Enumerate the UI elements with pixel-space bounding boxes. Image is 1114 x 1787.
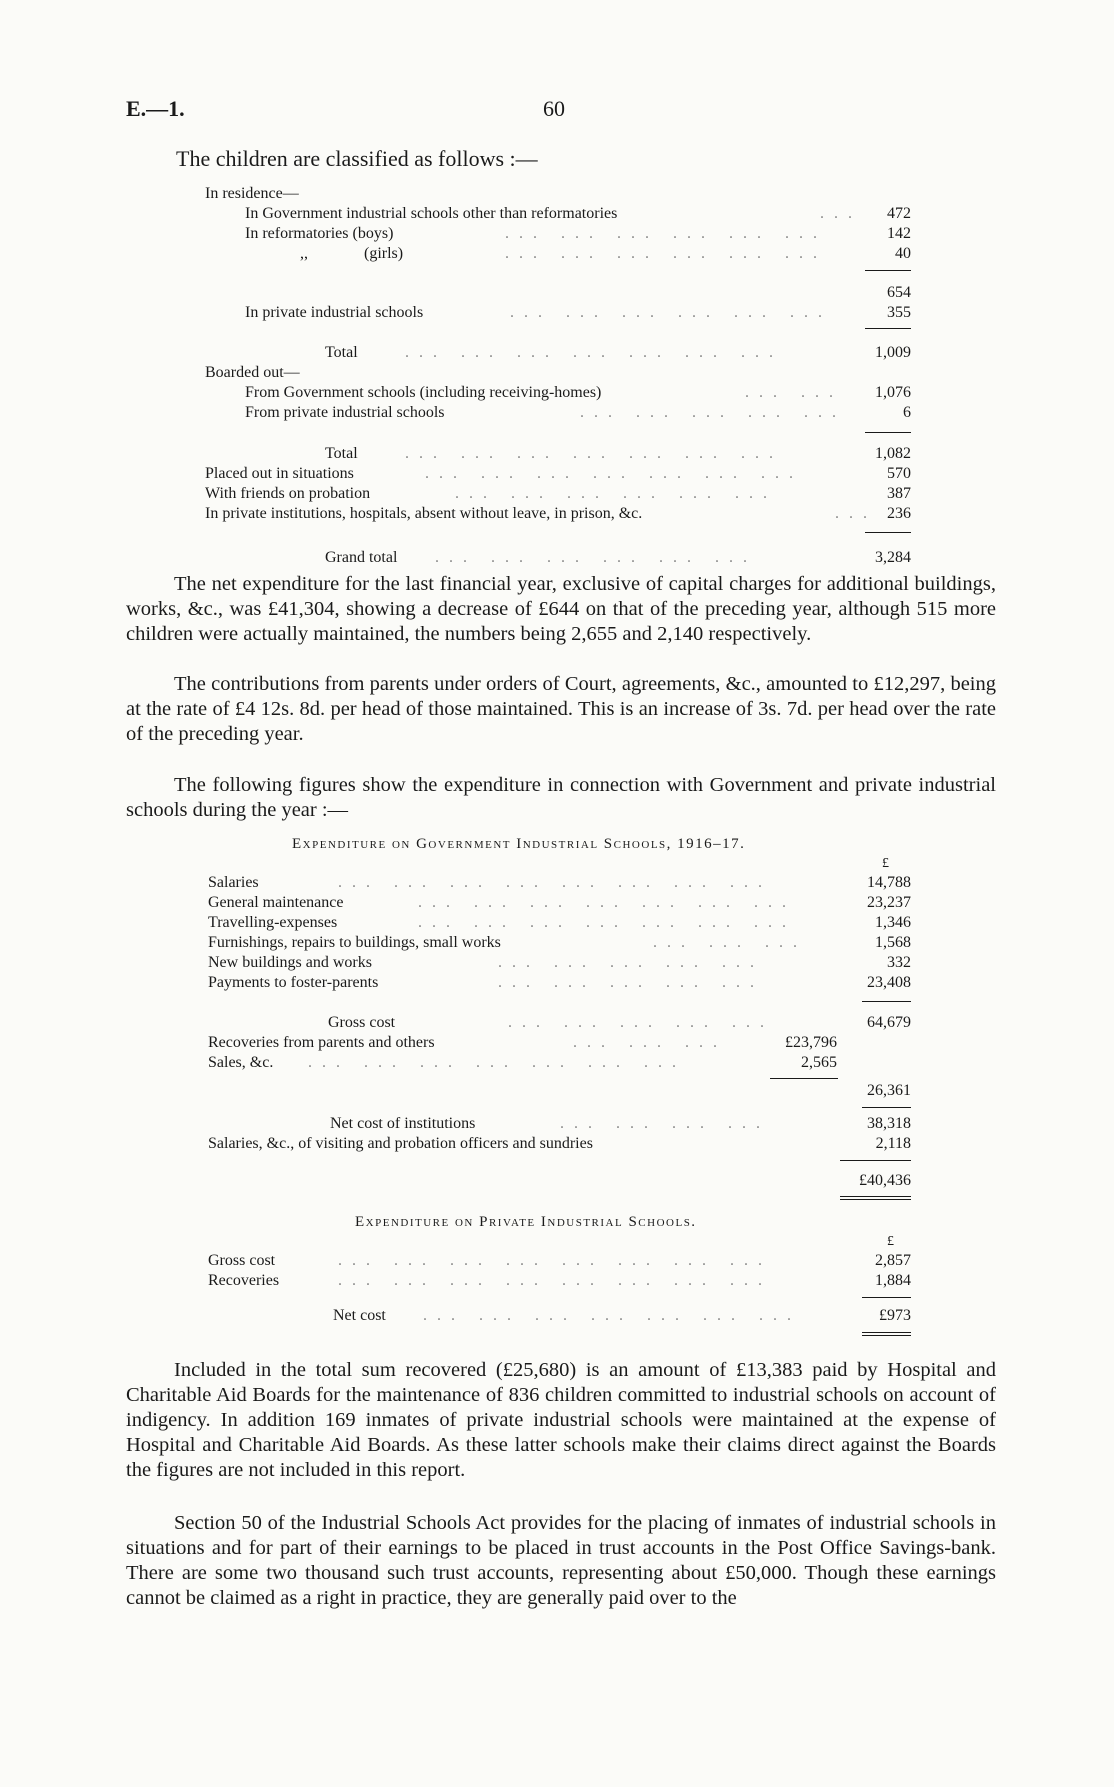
- rule: [840, 1160, 911, 1161]
- class-row: From private industrial schools ... ... ... ... ... 6: [245, 404, 911, 421]
- table-row: Gross cost ... ... ... ... ... ... ... ... 2,857: [208, 1252, 911, 1269]
- paragraph-recovered: Included in the total sum recovered (£25,680) is an amount of £13,383 paid by Hospital and Charitable Aid Boards for the maintenance of 836 children committed to industrial schools on account of indigency. In addition 169 inmates of private industrial schools were maintained at the expense of Hospital and Charitable Aid Boards. As these latter schools make their claims direct against the Boards the figures are not included in this report.: [126, 1359, 996, 1481]
- table-row: New buildings and works ... ... ... ... ... 332: [208, 954, 911, 971]
- rule: [862, 1107, 911, 1108]
- table-row: Sales, &c. ... ... ... ... ... ... ... 2,565: [208, 1054, 837, 1071]
- class-row: In private industrial schools ... ... ... ... ... ... 355: [245, 304, 911, 321]
- class-grand-total: Grand total ... ... ... ... ... ... 3,284: [325, 549, 911, 566]
- table-row: Salaries, &c., of visiting and probation officers and sundries 2,118: [208, 1135, 911, 1152]
- in-residence-heading: In residence—: [205, 185, 299, 202]
- table-row-recoveries-total: 26,361: [867, 1082, 911, 1099]
- paragraph-expenditure: The net expenditure for the last financial year, exclusive of capital charges for additional buildings, works, &c., was £41,304, showing a decrease of £644 on that of the preceding year, although 515 more children were actually maintained, the numbers being 2,655 and 2,140 respectively.: [126, 573, 996, 645]
- intro-line: The children are classified as follows :—: [176, 146, 538, 171]
- class-row: ,, (girls) ... ... ... ... ... ... 40: [300, 245, 911, 262]
- table-row: Salaries ... ... ... ... ... ... ... ... 14,788: [208, 874, 911, 891]
- class-row: In Government industrial schools other than reformatories ... 472: [245, 205, 911, 222]
- currency-header: £: [887, 1234, 894, 1249]
- paragraph-contributions: The contributions from parents under orders of Court, agreements, &c., amounted to £12,297, being at the rate of £4 12s. 8d. per head of those maintained. This is an increase of 3s. 7d. per head over the rate of the preceding year.: [126, 673, 996, 745]
- table-row: Furnishings, repairs to buildings, small works ... ... ... 1,568: [208, 934, 911, 951]
- class-total: Total ... ... ... ... ... ... ... 1,009: [325, 344, 911, 361]
- table-row: Payments to foster-parents ... ... ... ... ... 23,408: [208, 974, 911, 991]
- class-row: With friends on probation ... ... ... ... ... ... 387: [205, 485, 911, 502]
- table-row-gross: Gross cost ... ... ... ... ... 64,679: [328, 1014, 911, 1031]
- rule: [862, 1297, 911, 1298]
- rule: [865, 328, 911, 329]
- page-number: 60: [543, 96, 565, 121]
- double-rule: [840, 1196, 911, 1200]
- rule: [865, 432, 911, 433]
- report-code: E.—1.: [126, 96, 185, 121]
- class-row: Placed out in situations ... ... ... ... ... ... ... 570: [205, 465, 911, 482]
- class-row: In private institutions, hospitals, absent without leave, in prison, &c. ... 236: [205, 505, 911, 522]
- class-row: From Government schools (including receiving-homes) ... ... 1,076: [245, 384, 911, 401]
- table-row-net: Net cost ... ... ... ... ... ... ... £973: [333, 1307, 911, 1324]
- paragraph-figures-intro: The following figures show the expenditure in connection with Government and private industrial schools during the year :—: [126, 774, 996, 821]
- table-row-net-institutions: Net cost of institutions ... ... ... ... 38,318: [330, 1115, 911, 1132]
- class-subtotal: 654: [887, 284, 911, 301]
- table-grand-total: £40,436: [859, 1172, 911, 1189]
- rule: [865, 270, 911, 271]
- table-row: Recoveries ... ... ... ... ... ... ... ... 1,884: [208, 1272, 911, 1289]
- paragraph-section-50: Section 50 of the Industrial Schools Act provides for the placing of inmates of industrial schools in situations and for part of their earnings to be placed in trust accounts in the Post Office Savings-bank. There are some two thousand such trust accounts, representing about £50,000. Though these earnings cannot be claimed as a right in practice, they are generally paid over to the: [126, 1512, 996, 1609]
- table-row: Travelling-expenses ... ... ... ... ... ... ... 1,346: [208, 914, 911, 931]
- table-row: Recoveries from parents and others ... ... ... £23,796: [208, 1034, 837, 1051]
- class-total: Total ... ... ... ... ... ... ... 1,082: [325, 445, 911, 462]
- rule: [862, 1001, 911, 1002]
- table-caption: Expenditure on Government Industrial Schools, 1916–17.: [292, 836, 746, 852]
- currency-header: £: [882, 856, 889, 871]
- class-row: In reformatories (boys) ... ... ... ... ... ... 142: [245, 225, 911, 242]
- rule: [770, 1078, 838, 1079]
- double-rule: [862, 1332, 911, 1336]
- table-row: General maintenance ... ... ... ... ... ... ... 23,237: [208, 894, 911, 911]
- rule: [865, 532, 911, 533]
- table-caption: Expenditure on Private Industrial Schools.: [355, 1214, 697, 1230]
- boarded-out-heading: Boarded out—: [205, 364, 300, 381]
